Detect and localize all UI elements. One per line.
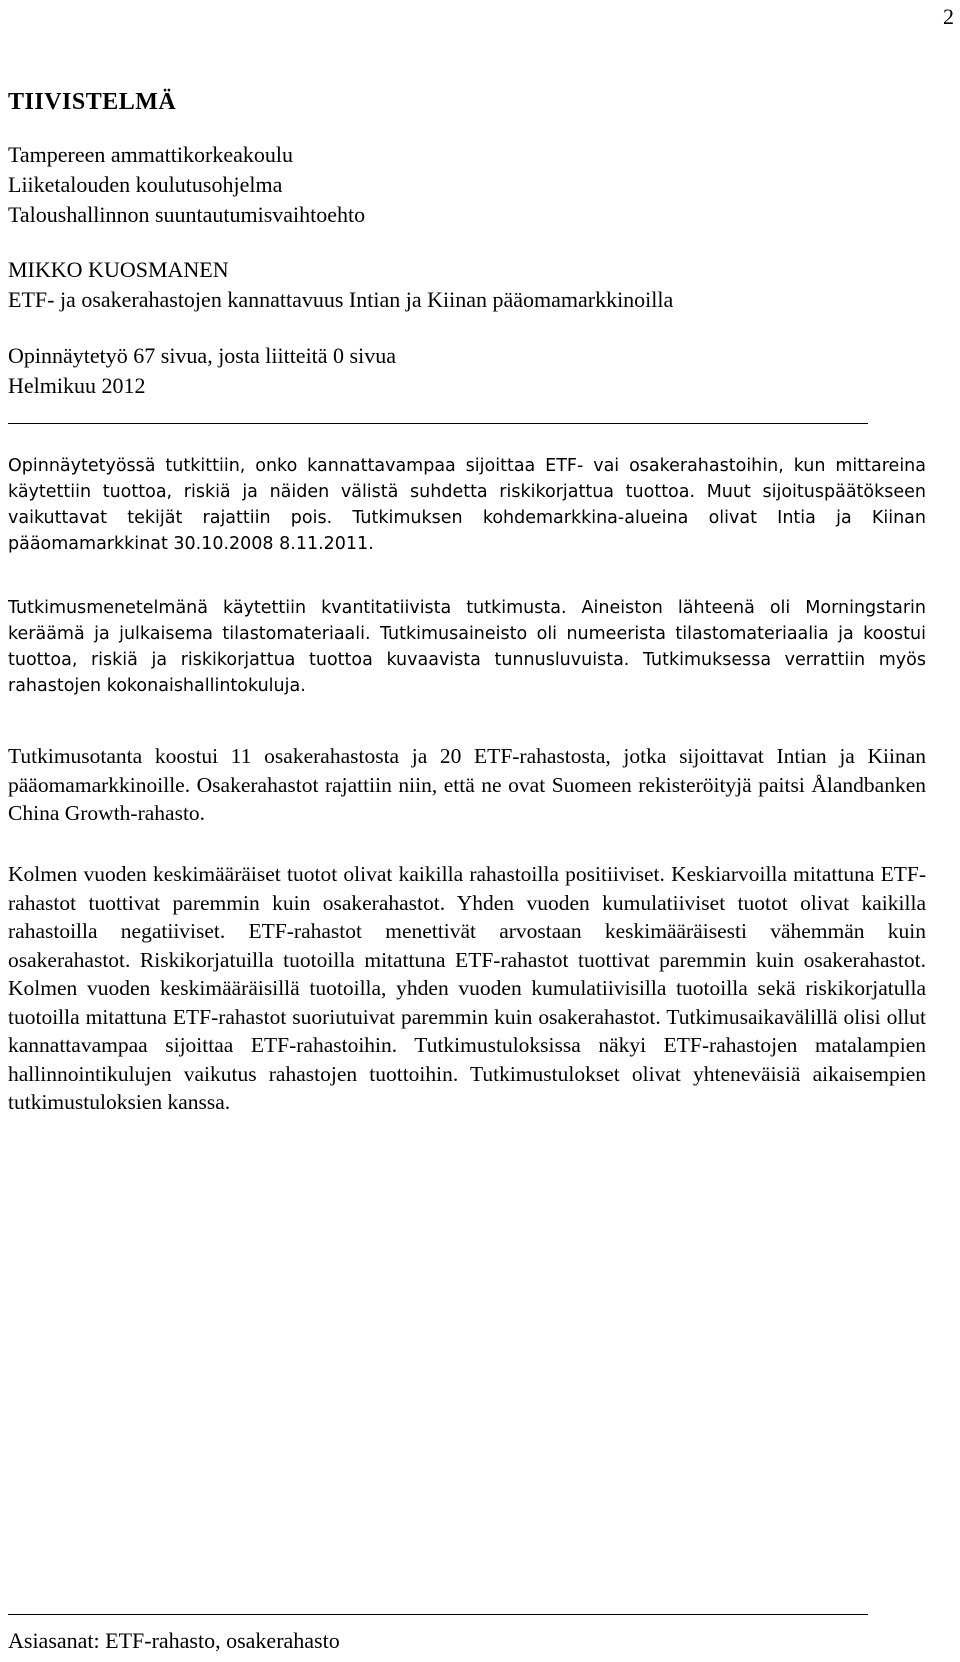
author-name: MIKKO KUOSMANEN: [8, 257, 229, 282]
abstract-paragraph-4: Kolmen vuoden keskimääräiset tuotot olivat kaikilla rahastoilla positiiviset. Keskiarvoilla mitattuna ETF-rahastot tuottivat paremmin kuin osakerahastot. Yhden vuoden kumulatiiviset tuotot olivat kaikilla rahastoilla negatiiviset. ETF-rahastot menettivät arvostaan keskimääräisesti vähemmän kuin osakerahastot. Riskikorjatuilla tuotoilla mitattuna ETF-rahastot tuottivat paremmin kuin osakerahastot. Kolmen vuoden keskimääräisillä tuotoilla, yhden vuoden kumulatiivisilla tuotoilla sekä riskikorjatulla tuotoilla mitattuna ETF-rahastot suoriutuivat paremmin kuin osakerahastot. Tutkimusaikavälillä olisi ollut kannattavampaa sijoittaa ETF-rahastoihin. Tutkimustuloksissa näkyi ETF-rahastojen matalampien hallinnointikulujen vaikutus rahastojen tuottoihin. Tutkimustulokset olivat yhteneväisiä aikaisempien tutkimustuloksien kanssa.: [8, 862, 926, 1114]
page-title: TIIVISTELMÄ: [8, 89, 177, 115]
abstract-paragraph-1: Opinnäytetyössä tutkittiin, onko kannattavampaa sijoittaa ETF- vai osakerahastoihin, kun mittareina käytettiin tuottoa, riskiä ja näiden välistä suhdetta riskikorjattua tuottoa. Muut sijoituspäätökseen vaikuttavat tekijät rajattiin pois. Tutkimuksen kohdemarkkina-alueina olivat Intia ja Kiinan pääomamarkkinat 30.10.2008 8.11.2011.: [8, 456, 926, 554]
footer-divider: [8, 1614, 868, 1615]
page-number: 2: [943, 4, 954, 29]
abstract-paragraph-3: Tutkimusotanta koostui 11 osakerahastosta ja 20 ETF-rahastosta, jotka sijoittavat Intian ja Kiinan pääomamarkkinoille. Osakerahastot rajattiin niin, että ne ovat Suomeen rekisteröityjä paitsi Ålandbanken China Growth-rahasto.: [8, 744, 926, 825]
thesis-info-block: [8, 341, 928, 401]
specialization: Taloushallinnon suuntautumisvaihtoehto: [8, 202, 366, 227]
header-divider: [8, 423, 868, 424]
school-name: Tampereen ammattikorkeakoulu: [8, 142, 293, 167]
degree-program: Liiketalouden koulutusohjelma: [8, 172, 283, 197]
page-count: Opinnäytetyö 67 sivua, josta liitteitä 0 sivua: [8, 343, 396, 368]
author-block: [8, 255, 928, 315]
abstract-paragraph-2: Tutkimusmenetelmänä käytettiin kvantitatiivista tutkimusta. Aineiston lähteenä oli Morningstarin keräämä ja julkaisema tilastomateriaali. Tutkimusaineisto oli numeerista tilastomateriaalia ja koostui tuottoa, riskiä ja riskikorjattua tuottoa kuvaavista tunnusluvuista. Tutkimuksessa verrattiin myös rahastojen kokonaishallintokuluja.: [8, 598, 926, 696]
thesis-date: Helmikuu 2012: [8, 373, 146, 398]
institution-block: [8, 140, 928, 230]
thesis-title: ETF- ja osakerahastojen kannattavuus Intian ja Kiinan pääomamarkkinoilla: [8, 287, 674, 312]
keywords: Asiasanat: ETF-rahasto, osakerahasto: [8, 1628, 340, 1653]
